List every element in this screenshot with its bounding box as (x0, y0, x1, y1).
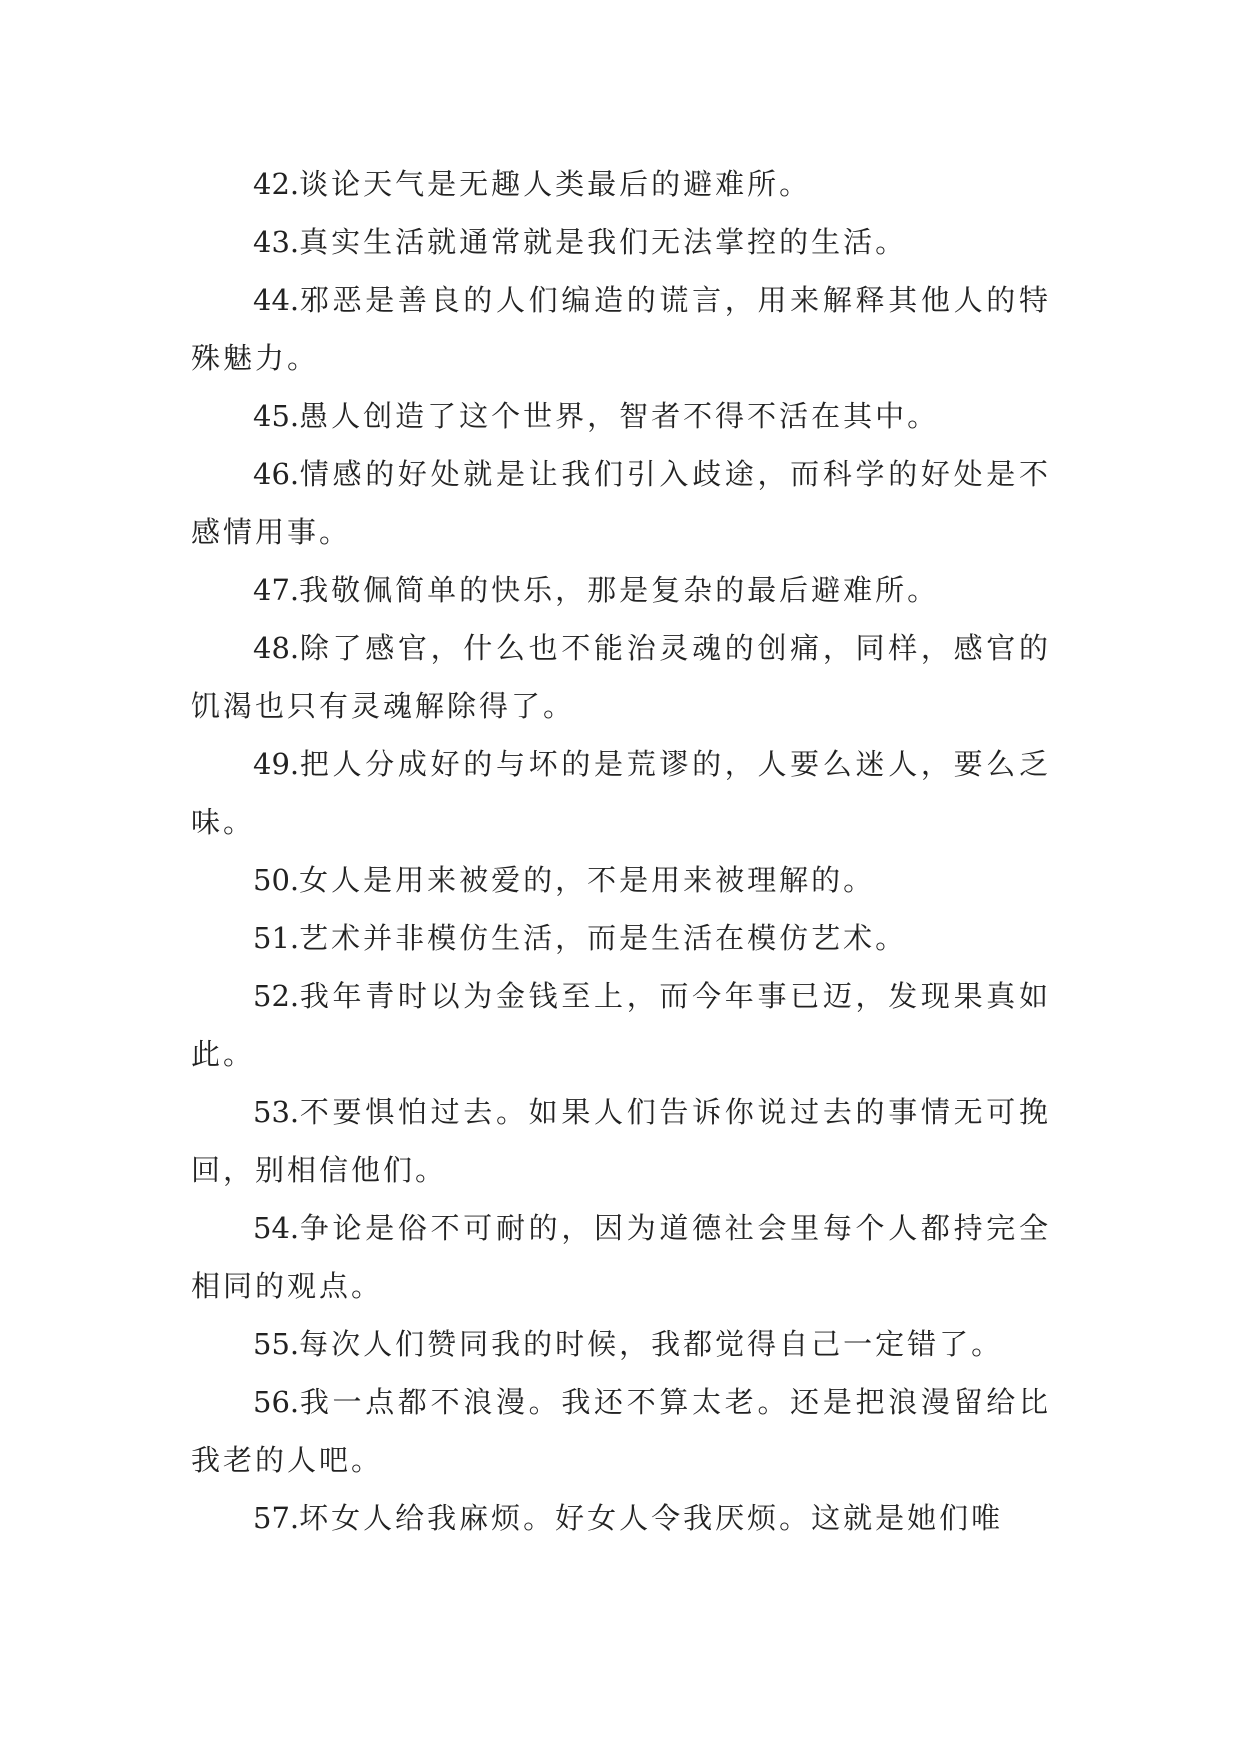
quote-text: 争论是俗不可耐的，因为道德社会里每个人都持完全相同的观点。 (191, 1211, 1051, 1303)
quote-number: 44. (253, 283, 300, 317)
quote-text: 我年青时以为金钱至上，而今年事已迈，发现果真如此。 (191, 979, 1051, 1071)
quote-number: 56. (253, 1385, 300, 1419)
quote-list (191, 155, 1051, 1547)
quote-paragraph (191, 1083, 1051, 1199)
quote-number: 51. (253, 921, 300, 955)
quote-number: 46. (253, 457, 300, 491)
quote-paragraph (191, 271, 1051, 387)
quote-text: 把人分成好的与坏的是荒谬的，人要么迷人，要么乏味。 (191, 747, 1051, 839)
quote-text: 邪恶是善良的人们编造的谎言，用来解释其他人的特殊魅力。 (191, 283, 1051, 375)
quote-paragraph (191, 445, 1051, 561)
quote-number: 47. (253, 573, 300, 607)
quote-paragraph (191, 909, 1051, 967)
quote-paragraph (191, 1373, 1051, 1489)
quote-number: 48. (253, 631, 300, 665)
quote-text: 除了感官，什么也不能治灵魂的创痛，同样，感官的饥渴也只有灵魂解除得了。 (191, 631, 1051, 723)
quote-number: 49. (253, 747, 300, 781)
quote-paragraph (191, 851, 1051, 909)
quote-text: 每次人们赞同我的时候，我都觉得自己一定错了。 (299, 1327, 1004, 1361)
quote-paragraph (191, 1489, 1051, 1547)
quote-text: 女人是用来被爱的，不是用来被理解的。 (299, 863, 876, 897)
quote-number: 57. (253, 1501, 300, 1535)
quote-text: 我敬佩简单的快乐，那是复杂的最后避难所。 (299, 573, 940, 607)
quote-number: 45. (253, 399, 300, 433)
quote-paragraph (191, 561, 1051, 619)
quote-paragraph (191, 1315, 1051, 1373)
quote-number: 50. (253, 863, 300, 897)
quote-text: 真实生活就通常就是我们无法掌控的生活。 (299, 225, 908, 259)
quote-number: 53. (253, 1095, 300, 1129)
quote-text: 情感的好处就是让我们引入歧途，而科学的好处是不感情用事。 (191, 457, 1051, 549)
quote-paragraph (191, 967, 1051, 1083)
quote-number: 52. (253, 979, 300, 1013)
quote-number: 42. (253, 167, 300, 201)
quote-paragraph (191, 213, 1051, 271)
quote-paragraph (191, 735, 1051, 851)
quote-number: 54. (253, 1211, 300, 1245)
quote-number: 43. (253, 225, 300, 259)
quote-text: 愚人创造了这个世界，智者不得不活在其中。 (299, 399, 940, 433)
quote-paragraph (191, 155, 1051, 213)
quote-text: 谈论天气是无趣人类最后的避难所。 (299, 167, 812, 201)
quote-text: 坏女人给我麻烦。好女人令我厌烦。这就是她们唯 (299, 1501, 1004, 1535)
quote-text: 艺术并非模仿生活，而是生活在模仿艺术。 (299, 921, 908, 955)
quote-paragraph (191, 387, 1051, 445)
quote-paragraph (191, 1199, 1051, 1315)
quote-text: 我一点都不浪漫。我还不算太老。还是把浪漫留给比我老的人吧。 (191, 1385, 1051, 1477)
quote-text: 不要惧怕过去。如果人们告诉你说过去的事情无可挽回，别相信他们。 (191, 1095, 1051, 1187)
quote-paragraph (191, 619, 1051, 735)
quote-number: 55. (253, 1327, 300, 1361)
